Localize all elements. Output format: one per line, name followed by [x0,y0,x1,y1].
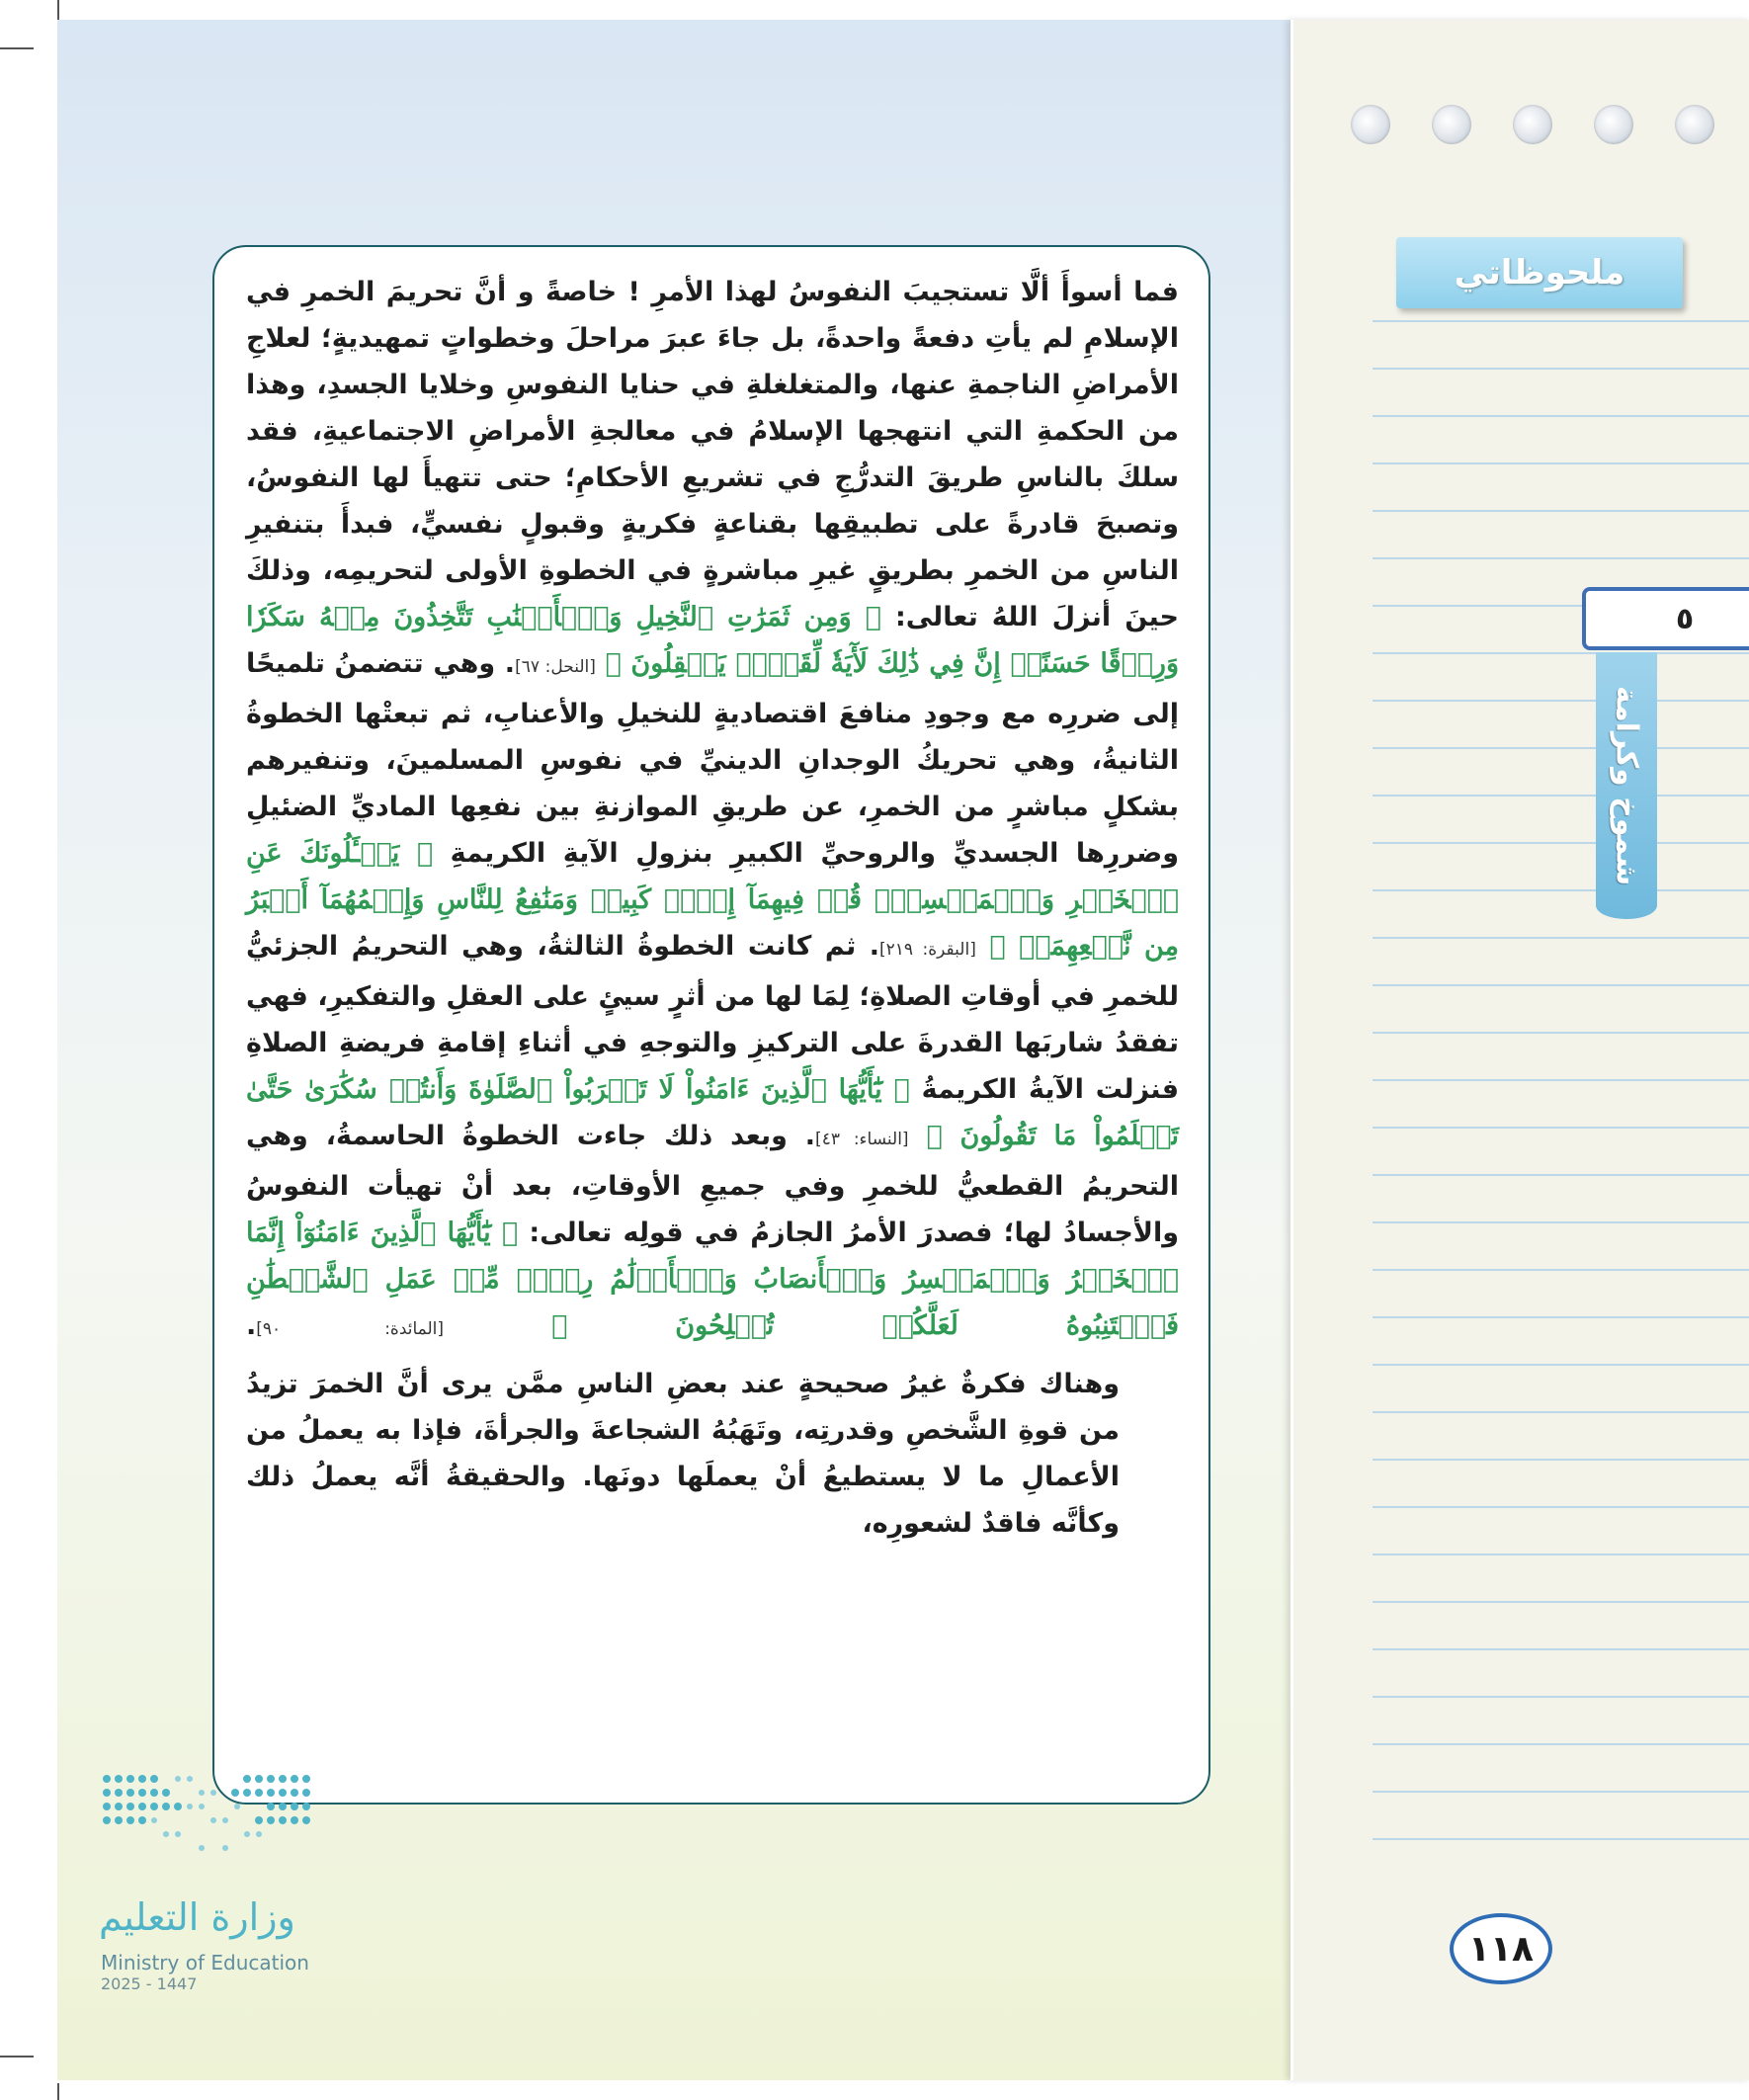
unit-title: شموخ وكرامة [1609,685,1644,886]
sentence-end: . [246,1310,257,1341]
crop-mark [0,47,34,49]
note-line [1373,1696,1749,1698]
note-line [1373,1174,1749,1176]
note-line [1373,1838,1749,1840]
verse-reference-nahl: [النحل: ٦٧] [515,657,596,677]
unit-title-ribbon [1596,652,1657,919]
binder-ring-icon [1432,105,1471,144]
note-line [1373,1791,1749,1793]
note-line [1373,1269,1749,1271]
text-second-step: . وهي تتضمنُ تلميحًا إلى ضررِه مع وجودِ منافعَ اقتصاديةٍ للنخيلِ والأعنابِ، ثم تبعتْها الخطوةُ الثانيةُ، وهي تحريكُ الوجدانِ الدينيِّ في نفوسِ المسلمينَ، وتنفيرهم بشكلٍ مباشرٍ من الخمرِ، عن طريقِ الموازنةِ بين نفعِها الماديِّ الضئيلِ وضررِها الجسديِّ والروحيِّ الكبيرِ بنزولِ الآيةِ الكريمةِ [246,648,1180,869]
lesson-text [246,269,1179,1547]
binder-ring-icon [1675,105,1714,144]
binder-ring-icon [1594,105,1633,144]
ministry-name-arabic: وزارة التعليم [99,1895,295,1939]
crop-mark [57,2083,59,2100]
ministry-logo [99,1769,316,1996]
paragraph-1 [246,269,1179,1353]
text-final-step: . وبعد ذلك جاءت الخطوةُ الحاسمةُ، وهي التحريمُ القطعيُّ للخمرِ وفي جميعِ الأوقاتِ، بعد أنْ تهيأت النفوسُ والأجسادُ لها؛ فصدرَ الأمرُ الجازمُ في قولِه تعالى: [246,1121,1179,1248]
note-line [1373,842,1749,844]
note-line [1373,937,1749,939]
binder-ring-icon [1351,105,1390,144]
unit-number-box [1582,587,1749,650]
notes-panel [1291,20,1749,2080]
note-line [1373,368,1749,370]
note-line [1373,1648,1749,1650]
text-third-step: . ثم كانت الخطوةُ الثالثةُ، وهي التحريمُ الجزئيُّ للخمرِ في أوقاتِ الصلاةِ؛ لِمَا لها من أثرٍ سيئٍ على العقلِ والتفكيرِ، فهي تفقدُ شاربَها القدرةَ على التركيزِ والتوجهِ في أثناءِ إقامةِ فريضةِ الصلاةِ فنزلت الآيةُ الكريمةُ [246,931,1179,1105]
verse-reference-nisa: [النساء: ٤٣] [815,1130,909,1149]
quran-verse-maidah: ﴿ يَٰٓأَيُّهَا ٱلَّذِينَ ءَامَنُوٓاْ إِنَّمَا ٱلۡخَمۡرُ وَٱلۡمَيۡسِرُ وَٱلۡأَنصَابُ وَٱلۡأَزۡلَٰمُ رِجۡسٞ مِّنۡ عَمَلِ ٱلشَّيۡطَٰنِ فَٱجۡتَنِبُوهُ لَعَلَّكُمۡ تُفۡلِحُونَ ﴾ [246,1218,1179,1341]
notes-title: ملحوظاتي [1454,253,1625,293]
lesson-text-box [212,245,1210,1805]
note-line [1373,747,1749,749]
note-line [1373,1364,1749,1366]
note-line [1373,1127,1749,1129]
note-line [1373,462,1749,464]
note-line [1373,1554,1749,1555]
paragraph-2 [246,1361,1179,1547]
note-line [1373,1316,1749,1318]
note-line [1373,984,1749,986]
text-misconception: وهناك فكرةٌ غيرُ صحيحةٍ عند بعضِ الناسِ ممَّن يرى أنَّ الخمرَ تزيدُ من قوةِ الشَّخصِ وقدرتِه، وتَهَبُهُ الشجاعةَ والجرأةَ، فإذا به يعملُ من الأعمالِ ما لا يستطيعُ أنْ يعملَها دونَها. والحقيقةُ أنَّه يعملُ ذلك وكأنَّه فاقدٌ لشعورِه، [246,1369,1120,1539]
note-line [1373,1079,1749,1081]
crop-mark [57,0,59,20]
quran-verse-nahl: ﴿ وَمِن ثَمَرَٰتِ ٱلنَّخِيلِ وَٱلۡأَعۡنَٰبِ تَتَّخِذُونَ مِنۡهُ سَكَرٗا وَرِزۡقًا حَسَنًاۚ إِنَّ فِي ذَٰلِكَ لَأٓيَةٗ لِّقَوۡمٖ يَعۡقِلُونَ ﴾ [246,602,1179,679]
note-line [1373,1411,1749,1413]
note-line [1373,510,1749,512]
verse-reference-maidah: [المائدة: ٩٠] [256,1319,445,1339]
note-line [1373,795,1749,797]
page-number: ١١٨ [1468,1928,1534,1970]
note-line [1373,700,1749,702]
note-line [1373,557,1749,559]
quran-verse-baqarah: ﴿ يَسۡـَٔلُونَكَ عَنِ ٱلۡخَمۡرِ وَٱلۡمَيۡسِرِۖ قُلۡ فِيهِمَآ إِثۡمٞ كَبِيرٞ وَمَنَٰفِعُ لِلنَّاسِ وَإِثۡمُهُمَآ أَكۡبَرُ مِن نَّفۡعِهِمَاۗ ﴾ [246,838,1179,962]
note-line [1373,1506,1749,1508]
binder-ring-icon [1513,105,1552,144]
note-line [1373,1743,1749,1745]
note-line [1373,889,1749,891]
note-line [1373,1221,1749,1223]
crop-mark [0,2056,34,2058]
text-intro: فما أسوأَ ألَّا تستجيبَ النفوسُ لهذا الأمرِ ! خاصةً و أنَّ تحريمَ الخمرِ في الإسلامِ لم يأتِ دفعةً واحدةً، بل جاءَ عبرَ مراحلَ وخطواتٍ تمهيديةٍ؛ لعلاجِ الأمراضِ الناجمةِ عنها، والمتغلغلةِ في حنايا النفوسِ وخلايا الجسدِ، وهذا من الحكمةِ التي انتهجها الإسلامُ في معالجةِ الأمراضِ الاجتماعيةِ، فقد سلكَ بالناسِ طريقَ التدرُّجِ في تشريعِ الأحكامِ؛ حتى تتهيأَ لها النفوسُ، وتصبحَ قادرةً على تطبيقِها بقناعةٍ فكريةٍ وقبولٍ نفسيٍّ، فبدأَ بتنفيرِ الناسِ من الخمرِ بطريقٍ غيرِ مباشرةٍ في الخطوةِ الأولى لتحريمِه، وذلكَ حينَ أنزلَ اللهُ تعالى: [246,277,1179,632]
note-line [1373,320,1749,322]
note-line [1373,1601,1749,1603]
ministry-logo-dots-icon [99,1769,316,1868]
notes-title-tab [1396,237,1683,308]
unit-number: ٥ [1675,601,1695,636]
ministry-year: 2025 - 1447 [101,1974,198,1993]
page-number-badge [1450,1913,1552,1984]
note-line [1373,1032,1749,1034]
note-line [1373,652,1749,654]
verse-reference-baqarah: [البقرة: ٢١٩] [878,940,976,960]
note-line [1373,415,1749,417]
ministry-name-english: Ministry of Education [101,1951,309,1974]
note-line [1373,1459,1749,1461]
quran-verse-nisa: ﴿ يَٰٓأَيُّهَا ٱلَّذِينَ ءَامَنُواْ لَا تَقۡرَبُواْ ٱلصَّلَوٰةَ وَأَنتُمۡ سُكَٰرَىٰ حَتَّىٰ تَعۡلَمُواْ مَا تَقُولُونَ ﴾ [246,1074,1179,1151]
